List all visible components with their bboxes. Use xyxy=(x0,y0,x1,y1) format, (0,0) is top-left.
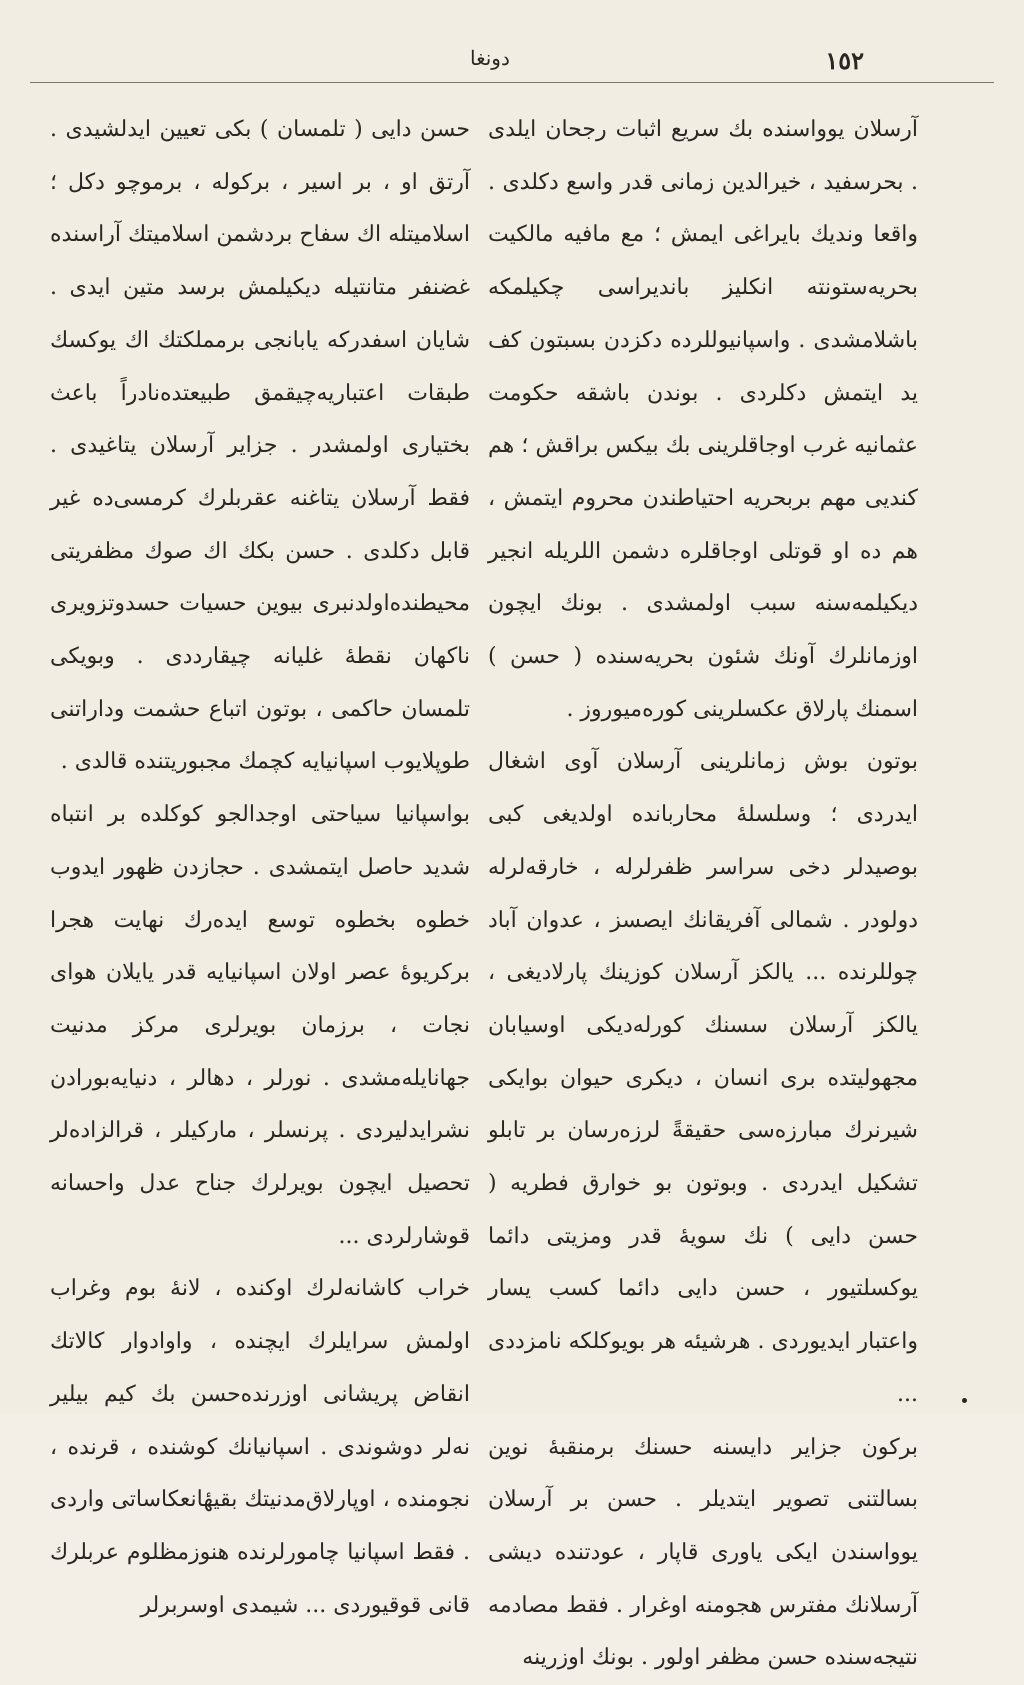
paragraph: خراب كاشانه‌لرك اوكنده ، لانهٔ بوم وغراب اولمش سرايلرك ايچنده ، واوادوار كالاتك انقاض پريشانى اوزرنده‌حسن بك كيم بيلير نه‌لر دوشوندى . اسپانيانك كوشنده ، قرنده ، نجومنده ، اوپارلاق‌مدنيتك بقيهٔانعكاساتى واردى . فقط اسپانيا چامورلرنده هنوزمظلوم عربلرك قانى قوقيوردى ... شيمدى اوسربرلر xyxy=(50,1276,470,1618)
paragraph: آرسلان يوواسنده بك سريع اثبات رجحان ايلدى . بحرسفيد ، خيرالدين زمانى قدر واسع دكلدى . واقعا ونديك بايراغى ايمش ؛ مع مافيه مالكيت بحريه‌ستونته انكليز باندیراسی چکیلمکه باشلامشدی . واسپانیوللرده دکزدن بسبتون کف يد ايتمش دكلردى . بوندن باشقه حكومت عثمانيه غرب اوجاقلرينى بك بيكس براقش ؛ هم كنديى مهم بربحريه احتياطندن محروم ايتمش ، هم ده او قوتلى اوجاقلره دشمن اللريله انجير ديكيلمه‌سنه سبب اولمشدى . بونك ايچون اوزمانلرك آونك شئون بحريه‌سنده ( حسن ) اسمنك پارلاق عكسلرينى كوره‌ميوروز . xyxy=(488,117,918,722)
left-column xyxy=(50,104,470,1618)
paragraph: بواسپانيا سياحتى اوجدالجو كوكلده بر انتباه شديد حاصل ايتمشدى . حجازدن ظهور ايدوب خطوه بخطوه توسع ايدەرك نهايت هجرا بركريوهٔ عصر اولان اسپانيايه قدر يايلان هواى نجات ، برزمان بويرلرى مركز مدنيت جهانايله‌مشدى . نورلر ، دهالر ، دنيايه‌بورادن نشرايدلیردى . پرنسلر ، ماركيلر ، قرالزاده‌لر تحصيل ايچون بويرلرك جناح عدل واحسانه قوشارلردى ... xyxy=(50,802,470,1249)
ink-dot xyxy=(962,1398,967,1403)
page-header xyxy=(40,38,984,78)
paragraph: حسن دايى ( تلمسان ) بكى تعيين ايدلشيدى . آرتق او ، بر اسير ، بركوله ، برموچو دكل ؛ اسلاميتله اك سفاح بردشمن اسلاميتك آراسنده غضنفر متانتيله ديكيلمش برسد متين ايدى . شايان اسفدركه يابانجى برمملكتك اك يوكسك طبقات اعتباريه‌چيقمق طبيعتده‌نادراً باعث بختيارى اولمشدر . جزاير آرسلان يتاغيدى . فقط آرسلان يتاغنه عقربلرك كرمسى‌ده غير قابل دكلدى . حسن بكك اك صوك مظفريتى محيطنده‌اولدنبرى بيوين حسيات حسدوتزويرى ناكهان نقطهٔ غليانه چيقارددى . وبويكى تلمسان حاكمى ، بوتون اتباع حشمت وداراتنى طوپلايوب اسپانيايه كچمك مجبوريتنده قالدى . xyxy=(50,117,470,775)
page-number: ١٥٢ xyxy=(825,46,864,75)
running-title: دونغا xyxy=(470,46,510,70)
header-rule xyxy=(30,82,994,83)
paragraph: بركون جزاير دايسنه حسنك برمنقبهٔ نوين بسالتنى تصوير ايتديلر . حسن بر آرسلان يوواسندن ايكى ياورى قاپار ، عودتنده ديشى آرسلانك مفترس هجومنه اوغرار . فقط مصادمه نتيجه‌سنده حسن مظفر اولور . بونك اوزرينه xyxy=(488,1434,918,1671)
paragraph: بوتون بوش زمانلرينى آرسلان آوى اشغال ايدردى ؛ وسلسله‌ٔ محاربانده اولدیغی كبى بوصيدلر دخى سراسر ظفرلرله ، خارقه‌لرله دولودر . شمالى آفريقانك ايصسز ، عدوان آباد چوللرنده ... يالكز آرسلان كوزينك پارلادیغی ، يالكز آرسلان سسنك كورله‌دیکی اوسیابان مجهولیتده برى انسان ، ديكرى حيوان بوايكى شيرنرك مبارزه‌سى حقيقةً لرزه‌رسان بر تابلو تشكيل ايدردى . وبوتون بو خوارق فطريه ( حسن دايى ) نك سويهٔ قدر ومزيتى دائما يوكسلتيور ، حسن دايى دائما كسب يسار واعتبار ايديوردى . هرشيئه هر بويوكلكه نامزددى ... xyxy=(488,749,918,1407)
right-column xyxy=(488,104,918,1671)
